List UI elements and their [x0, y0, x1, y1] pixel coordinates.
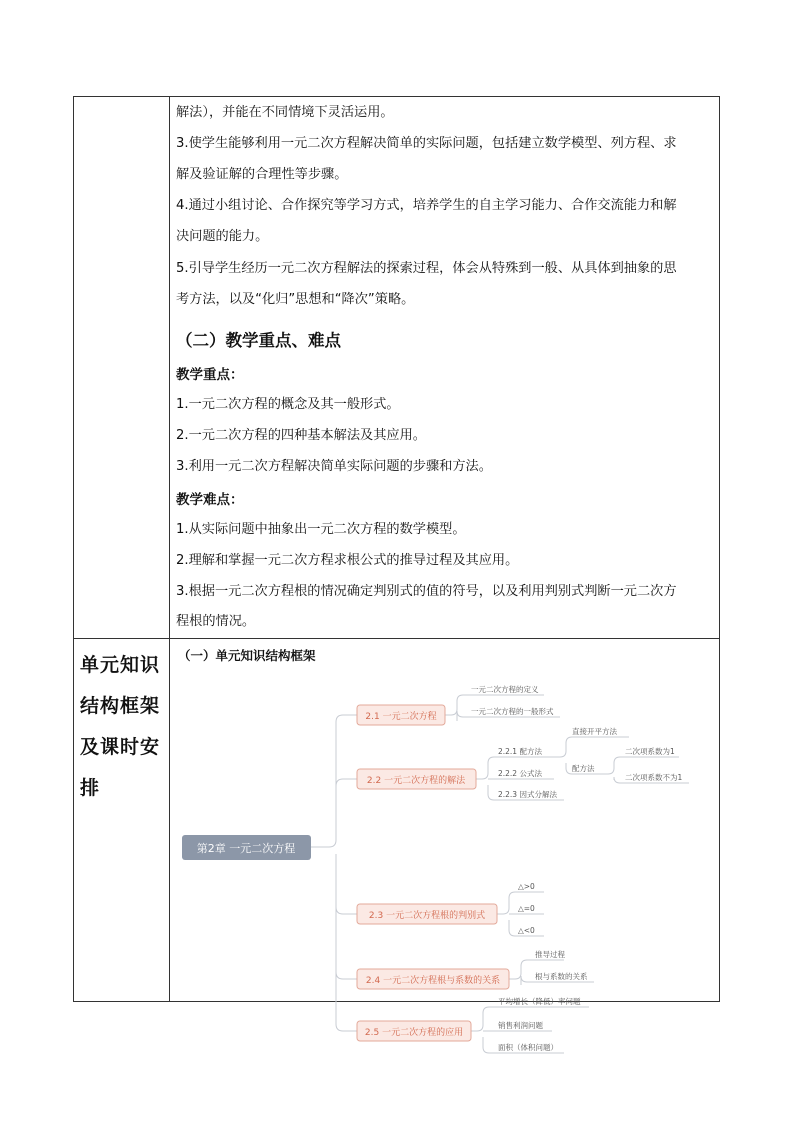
focus-item: 3.利用一元二次方程解决简单实际问题的步骤和方法。 [176, 459, 492, 474]
mindmap-leaf: 平均增长（降低）率问题 [498, 997, 581, 1006]
objective-line: 考方法，以及“化归”思想和“降次”策略。 [176, 292, 415, 307]
objective-line: 5.引导学生经历一元二次方程解法的探索过程，体会从特殊到一般、从具体到抽象的思 [176, 261, 677, 276]
row-label-line: 结构框架 [80, 695, 161, 717]
connector [336, 779, 357, 840]
mindmap-branch-label: 2.2 一元二次方程的解法 [366, 776, 466, 786]
mindmap-leaf: 一元二次方程的定义 [471, 685, 539, 694]
section-title: （二）教学重点、难点 [176, 331, 341, 350]
connector [336, 854, 357, 914]
mindmap-leaf: 配方法 [572, 764, 595, 773]
difficulty-item: 1.从实际问题中抽象出一元二次方程的数学模型。 [176, 522, 466, 537]
mindmap-leaf: △>0 [518, 882, 535, 891]
row-label-line: 排 [80, 777, 101, 799]
objective-line: 解及验证解的合理性等步骤。 [176, 167, 348, 182]
objective-line: 决问题的能力。 [176, 229, 269, 244]
mindmap-branch-label: 2.1 一元二次方程 [365, 712, 437, 722]
mindmap-leaf: 面积（体积问题） [498, 1043, 558, 1052]
mindmap-leaf: 根与系数的关系 [535, 972, 588, 981]
objective-line: 3.使学生能够利用一元二次方程解决简单的实际问题，包括建立数学模型、列方程、求 [176, 136, 677, 151]
row-label-line: 单元知识 [80, 654, 161, 676]
objective-line: 4.通过小组讨论、合作探究等学习方式，培养学生的自主学习能力、合作交流能力和解 [176, 198, 677, 213]
connector [554, 737, 629, 757]
framework-title: （一）单元知识结构框架 [178, 648, 316, 663]
focus-label: 教学重点： [176, 367, 244, 383]
mindmap-leaf: △=0 [518, 904, 535, 913]
connector [336, 854, 357, 979]
objective-line: 解法），并能在不同情境下灵活运用。 [176, 105, 394, 120]
connector [336, 854, 357, 1031]
teaching-plan-table [73, 96, 720, 1052]
mindmap-leaf: 二次项系数不为1 [625, 773, 683, 782]
mindmap-leaf: 2.2.2 公式法 [498, 769, 542, 778]
difficulty-item: 程根的情况。 [176, 614, 256, 629]
mindmap-leaf: 2.2.1 配方法 [498, 747, 542, 756]
mindmap-root-label: 第2章 一元二次方程 [196, 842, 296, 855]
mindmap-branch-label: 2.5 一元二次方程的应用 [364, 1028, 464, 1038]
difficulty-item: 2.理解和掌握一元二次方程求根公式的推导过程及其应用。 [176, 553, 519, 568]
mindmap-leaf: 一元二次方程的一般形式 [471, 707, 554, 716]
mindmap-branch-label: 2.3 一元二次方程根的判别式 [368, 911, 486, 921]
mindmap-leaf: △<0 [518, 926, 535, 935]
difficulty-item: 3.根据一元二次方程根的情况确定判别式的值的符号，以及利用判别式判断一元二次方 [176, 584, 677, 599]
row-label-line: 及课时安 [80, 736, 161, 758]
connector [311, 715, 357, 847]
connector [602, 757, 679, 774]
mindmap-leaf: 推导过程 [535, 950, 565, 959]
focus-item: 2.一元二次方程的四种基本解法及其应用。 [176, 428, 426, 443]
mindmap-leaf: 2.2.3 因式分解法 [498, 790, 557, 799]
mindmap-branch-label: 2.4 一元二次方程根与系数的关系 [365, 976, 501, 986]
knowledge-mindmap [74, 97, 719, 1052]
mindmap-leaf: 直接开平方法 [572, 727, 617, 736]
mindmap-leaf: 销售利润问题 [498, 1021, 543, 1030]
focus-item: 1.一元二次方程的概念及其一般形式。 [176, 397, 400, 412]
difficulty-label: 教学难点： [176, 492, 244, 508]
mindmap-leaf: 二次项系数为1 [625, 747, 675, 756]
